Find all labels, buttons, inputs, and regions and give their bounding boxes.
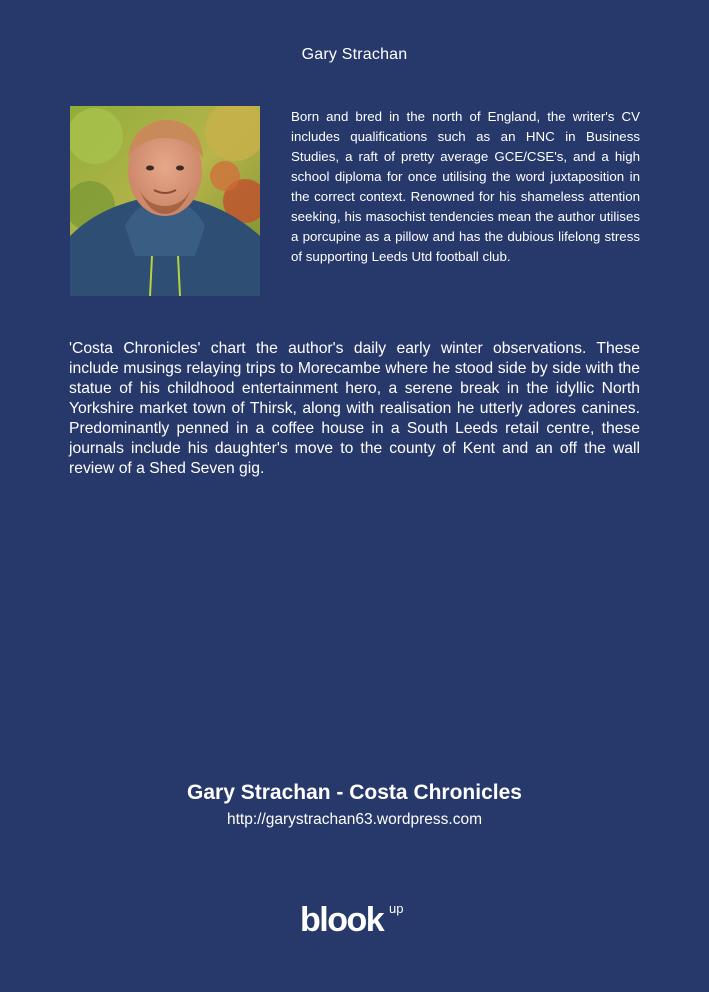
book-blurb: 'Costa Chronicles' chart the author's daily early winter observations. These include musings relaying trips to Morecambe where he stood side by side with the statue of his childhood entertainment hero, a serene break in the idyllic North Yorkshire market town of Thirsk, along with realisation he utterly adores canines. Predominantly penned in a coffee house in a South Leeds retail centre, these journals include his daughter's move to the county of Kent and an off the wall review of a Shed Seven gig.	[69, 340, 640, 477]
logo-sup-text: up	[389, 901, 404, 916]
logo-main-text: blook	[300, 901, 384, 939]
blookup-logo	[300, 900, 415, 940]
author-portrait-image	[70, 106, 260, 296]
author-website-link[interactable]: http://garystrachan63.wordpress.com	[226, 811, 482, 828]
author-name-header: Gary Strachan	[301, 46, 408, 63]
author-bio: Born and bred in the north of England, the writer's CV includes qualifications such as an HNC in Business Studies, a raft of pretty average GCE/CSE's, and a high school diploma for once utilising the word juxtaposition in the correct context. Renowned for his shameless attention seeking, his masochist tendencies mean the author utilises a porcupine as a pillow and has the dubious lifelong stress of supporting Leeds Utd football club.	[291, 109, 640, 264]
book-title: Gary Strachan - Costa Chronicles	[187, 781, 522, 804]
author-photo	[70, 106, 260, 296]
